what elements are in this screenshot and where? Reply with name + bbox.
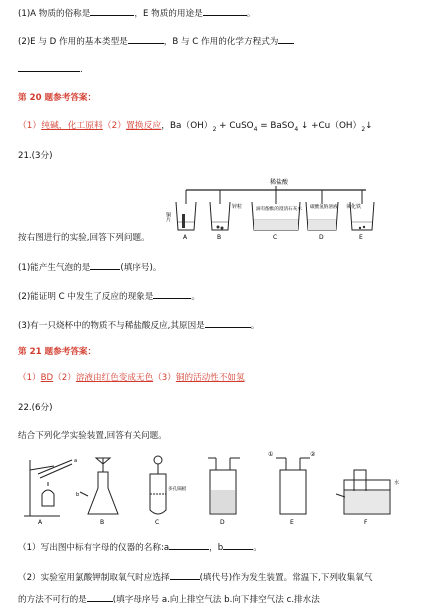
answer-blank[interactable] (87, 592, 113, 602)
answer-blank[interactable] (90, 260, 120, 270)
fig-label-dilute-hcl: 稀盐酸 (270, 179, 289, 186)
answer-blank[interactable] (203, 6, 247, 16)
fig-label-port-1: ① (268, 451, 274, 458)
q22-q1: （1）写出图中标有字母的仪器的名称:a ，b 。 (18, 540, 262, 554)
fig-letter-b: B (100, 519, 105, 526)
fig-letter-e: E (359, 234, 363, 241)
q21-q1: (1)能产生气泡的是 (填序号)。 (18, 260, 161, 274)
fig-letter-b: B (217, 234, 222, 241)
q20-answer: （1）纯碱，化工原料（2）置换反应，$Ba(OH)_2$ + CuSO$_4$ = BaSO$_4$ ↓ $+Cu(OH)_2↓$ (18, 121, 373, 133)
fig-letter-a: A (183, 234, 188, 241)
fig-label-limewater: 滴有酚酞的澄清石灰水 (256, 207, 302, 212)
fig-label-b: b (76, 492, 80, 498)
fig-label-nahco3: 碳酸氢钠溶液 (310, 205, 338, 210)
fig-letter-c: C (273, 234, 278, 241)
q20-line-3: . (18, 62, 83, 76)
fig-letter-d: D (220, 519, 225, 526)
fig-label-a: a (74, 458, 78, 464)
q22-figure (14, 450, 426, 526)
fig-letter-e: E (290, 519, 294, 526)
fig-label-water: 水 (394, 480, 400, 486)
q21-ref-title: 第 21 题参考答案： (18, 347, 97, 357)
fig-label-port-2: ② (310, 451, 316, 458)
q21-q2: (2)能证明 C 中发生了反应的现象是 。 (18, 289, 200, 303)
fig-letter-a: A (38, 519, 43, 526)
q21-intro: 按右图进行的实验,回答下列问题。 (18, 233, 150, 243)
q22-intro: 结合下列化学实验装置,回答有关问题。 (18, 431, 167, 441)
q20-line-1: (1)A 物质的俗称是 ，E 物质的用途是 。 (18, 6, 255, 20)
answer-blank[interactable] (278, 34, 294, 44)
answer-blank[interactable] (170, 570, 200, 580)
fig-letter-c: C (155, 519, 160, 526)
q22-number: 22.(6分) (18, 403, 53, 413)
fig-letter-d: D (319, 234, 324, 241)
answer-blank[interactable] (128, 34, 164, 44)
q21-number: 21.(3分) (18, 151, 53, 161)
answer-blank[interactable] (90, 6, 134, 16)
fig-label-fe2o3: 氧化铁 (346, 204, 362, 210)
answer-blank[interactable] (153, 289, 191, 299)
q21-figure (166, 176, 388, 242)
q20-ref-title: 第 20 题参考答案： (18, 93, 97, 103)
fig-letter-f: F (364, 519, 368, 526)
q22-q2: （2）实验室用氯酸钾制取氧气时应选择 (填代号)作为发生装置。常温下,下列收集氧气 (18, 570, 372, 584)
q21-answer: （1）BD（2）溶液由红色变成无色（3）铜的活动性不如氢 (18, 373, 245, 383)
answer-blank[interactable] (205, 318, 251, 328)
q21-q3: (3)有一只烧杯中的物质不与稀盐酸反应,其原因是 。 (18, 318, 259, 332)
answer-blank[interactable] (223, 540, 253, 550)
fig-label-zinc: 锌粒 (232, 204, 243, 210)
fig-label-copper: 铜片 (165, 212, 171, 222)
q20-line-2: (2)E 与 D 作用的基本类型是 ，B 与 C 作用的化学方程式为 (18, 34, 294, 48)
answer-blank[interactable] (18, 62, 80, 72)
q22-q3: 的方法不可行的是 (填字母序号 a.向上排空气法 b.向下排空气法 c.排水法 (18, 592, 320, 606)
fig-label-plate: 多孔隔板 (168, 487, 187, 492)
answer-blank[interactable] (169, 540, 209, 550)
